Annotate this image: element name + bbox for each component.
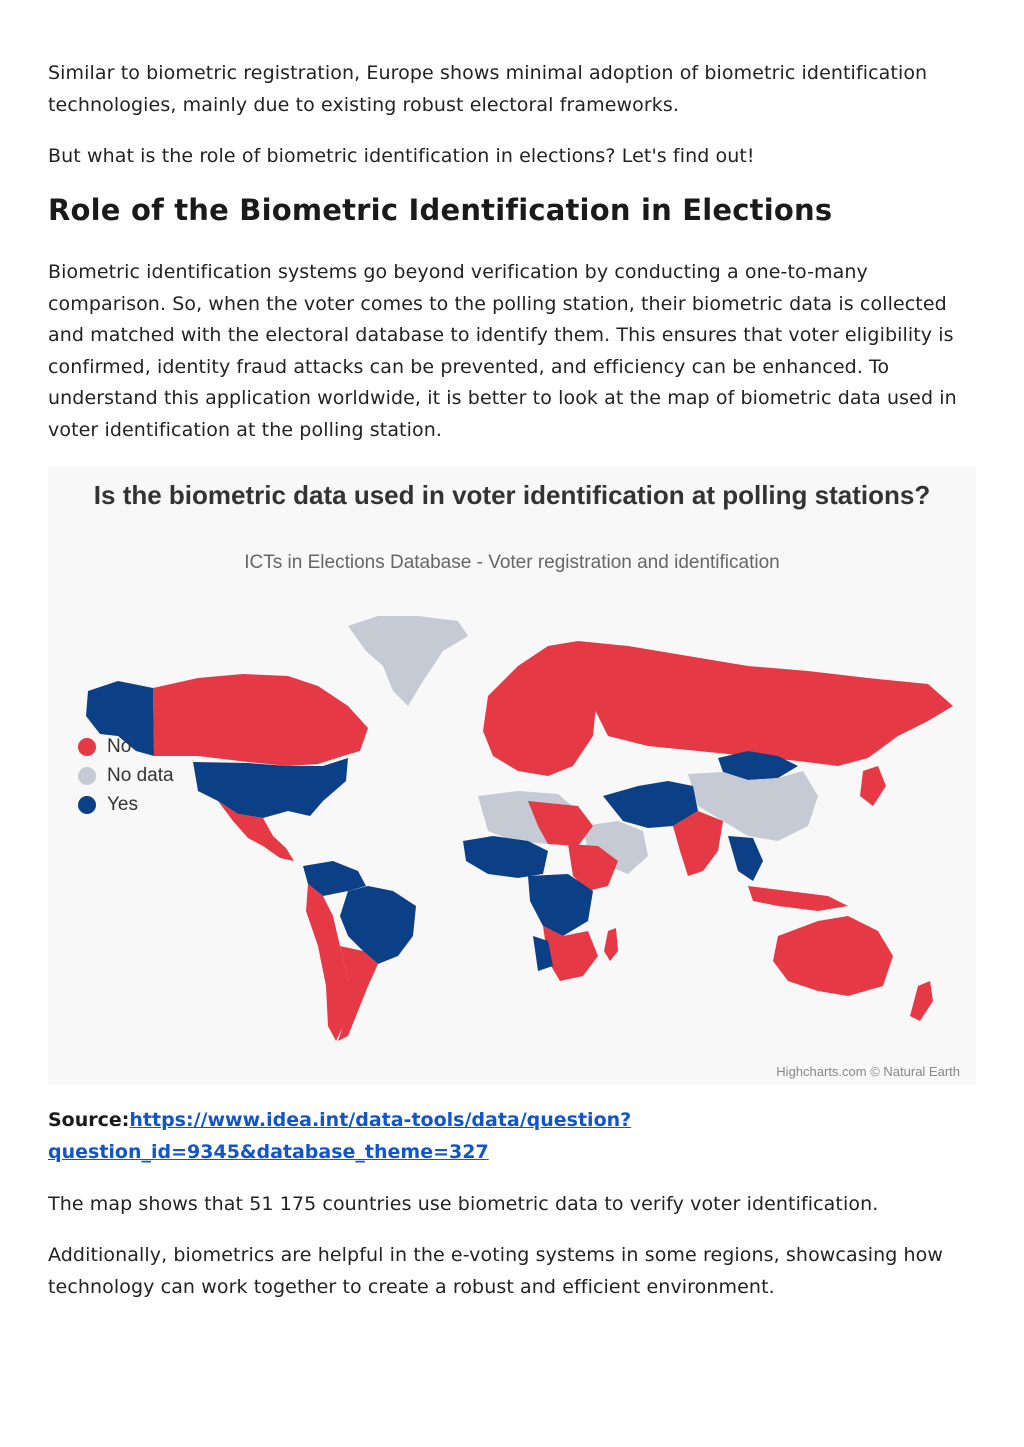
region-madagascar bbox=[604, 928, 618, 961]
legend-dot-no bbox=[78, 738, 96, 756]
map-subtitle: ICTs in Elections Database - Voter registration and identification bbox=[244, 552, 780, 573]
outro-paragraph-1: The map shows that 51 175 countries use biometric data to verify voter identification. bbox=[48, 1193, 879, 1215]
legend-label-no-data: No data bbox=[107, 764, 174, 786]
legend-item-yes[interactable] bbox=[78, 790, 174, 819]
region-southeast-asia bbox=[728, 836, 763, 881]
region-usa bbox=[193, 758, 348, 818]
region-australia bbox=[773, 916, 893, 996]
legend-dot-yes bbox=[78, 796, 96, 814]
map-credits[interactable]: Highcharts.com © Natural Earth bbox=[776, 1064, 960, 1079]
outro-paragraph-2: Additionally, biometrics are helpful in the e-voting systems in some regions, showcasing how technology can work together to create a robust and efficient environment. bbox=[48, 1244, 944, 1298]
legend-label-no: No bbox=[107, 735, 132, 757]
biometric-map-figure bbox=[48, 466, 976, 1085]
region-greenland bbox=[348, 616, 468, 706]
source-line bbox=[48, 1105, 631, 1168]
region-southern-africa bbox=[543, 926, 598, 981]
region-new-zealand bbox=[910, 981, 933, 1021]
region-western-south-america bbox=[306, 884, 348, 1041]
section-heading: Role of the Biometric Identification in Elections bbox=[48, 193, 833, 227]
region-russia bbox=[578, 641, 953, 766]
region-europe bbox=[483, 641, 596, 776]
map-title: Is the biometric data used in voter identification at polling stations? bbox=[93, 480, 931, 510]
region-japan bbox=[860, 766, 886, 806]
legend-label-yes: Yes bbox=[107, 793, 138, 815]
legend-dot-no-data bbox=[78, 767, 96, 785]
region-indonesia bbox=[748, 886, 848, 911]
source-label: Source: bbox=[48, 1109, 130, 1131]
source-link-line-1: https://www.idea.int/data-tools/data/question? bbox=[129, 1109, 632, 1131]
legend-item-no-data[interactable] bbox=[78, 761, 174, 790]
source-link[interactable] bbox=[48, 1109, 631, 1163]
legend-item-no[interactable] bbox=[78, 732, 174, 761]
section-paragraph: Biometric identification systems go beyond verification by conducting a one-to-many comparison. So, when the voter comes to the polling station, their biometric data is collected and matched with the electoral database to identify them. This ensures that voter eligibility is confirmed, identity fraud attacks can be prevented, and efficiency can be enhanced. To understand this application worldwide, it is better to look at the map of biometric data used in voter identification at the polling station. bbox=[48, 261, 957, 441]
region-canada bbox=[153, 674, 368, 766]
intro-paragraph-2: But what is the role of biometric identification in elections? Let's find out! bbox=[48, 145, 755, 167]
source-link-line-2: question_id=9345&database_theme=327 bbox=[48, 1140, 489, 1163]
map-legend bbox=[78, 732, 174, 819]
intro-paragraph-1: Similar to biometric registration, Europe shows minimal adoption of biometric identification technologies, mainly due to existing robust electoral frameworks. bbox=[48, 62, 928, 116]
